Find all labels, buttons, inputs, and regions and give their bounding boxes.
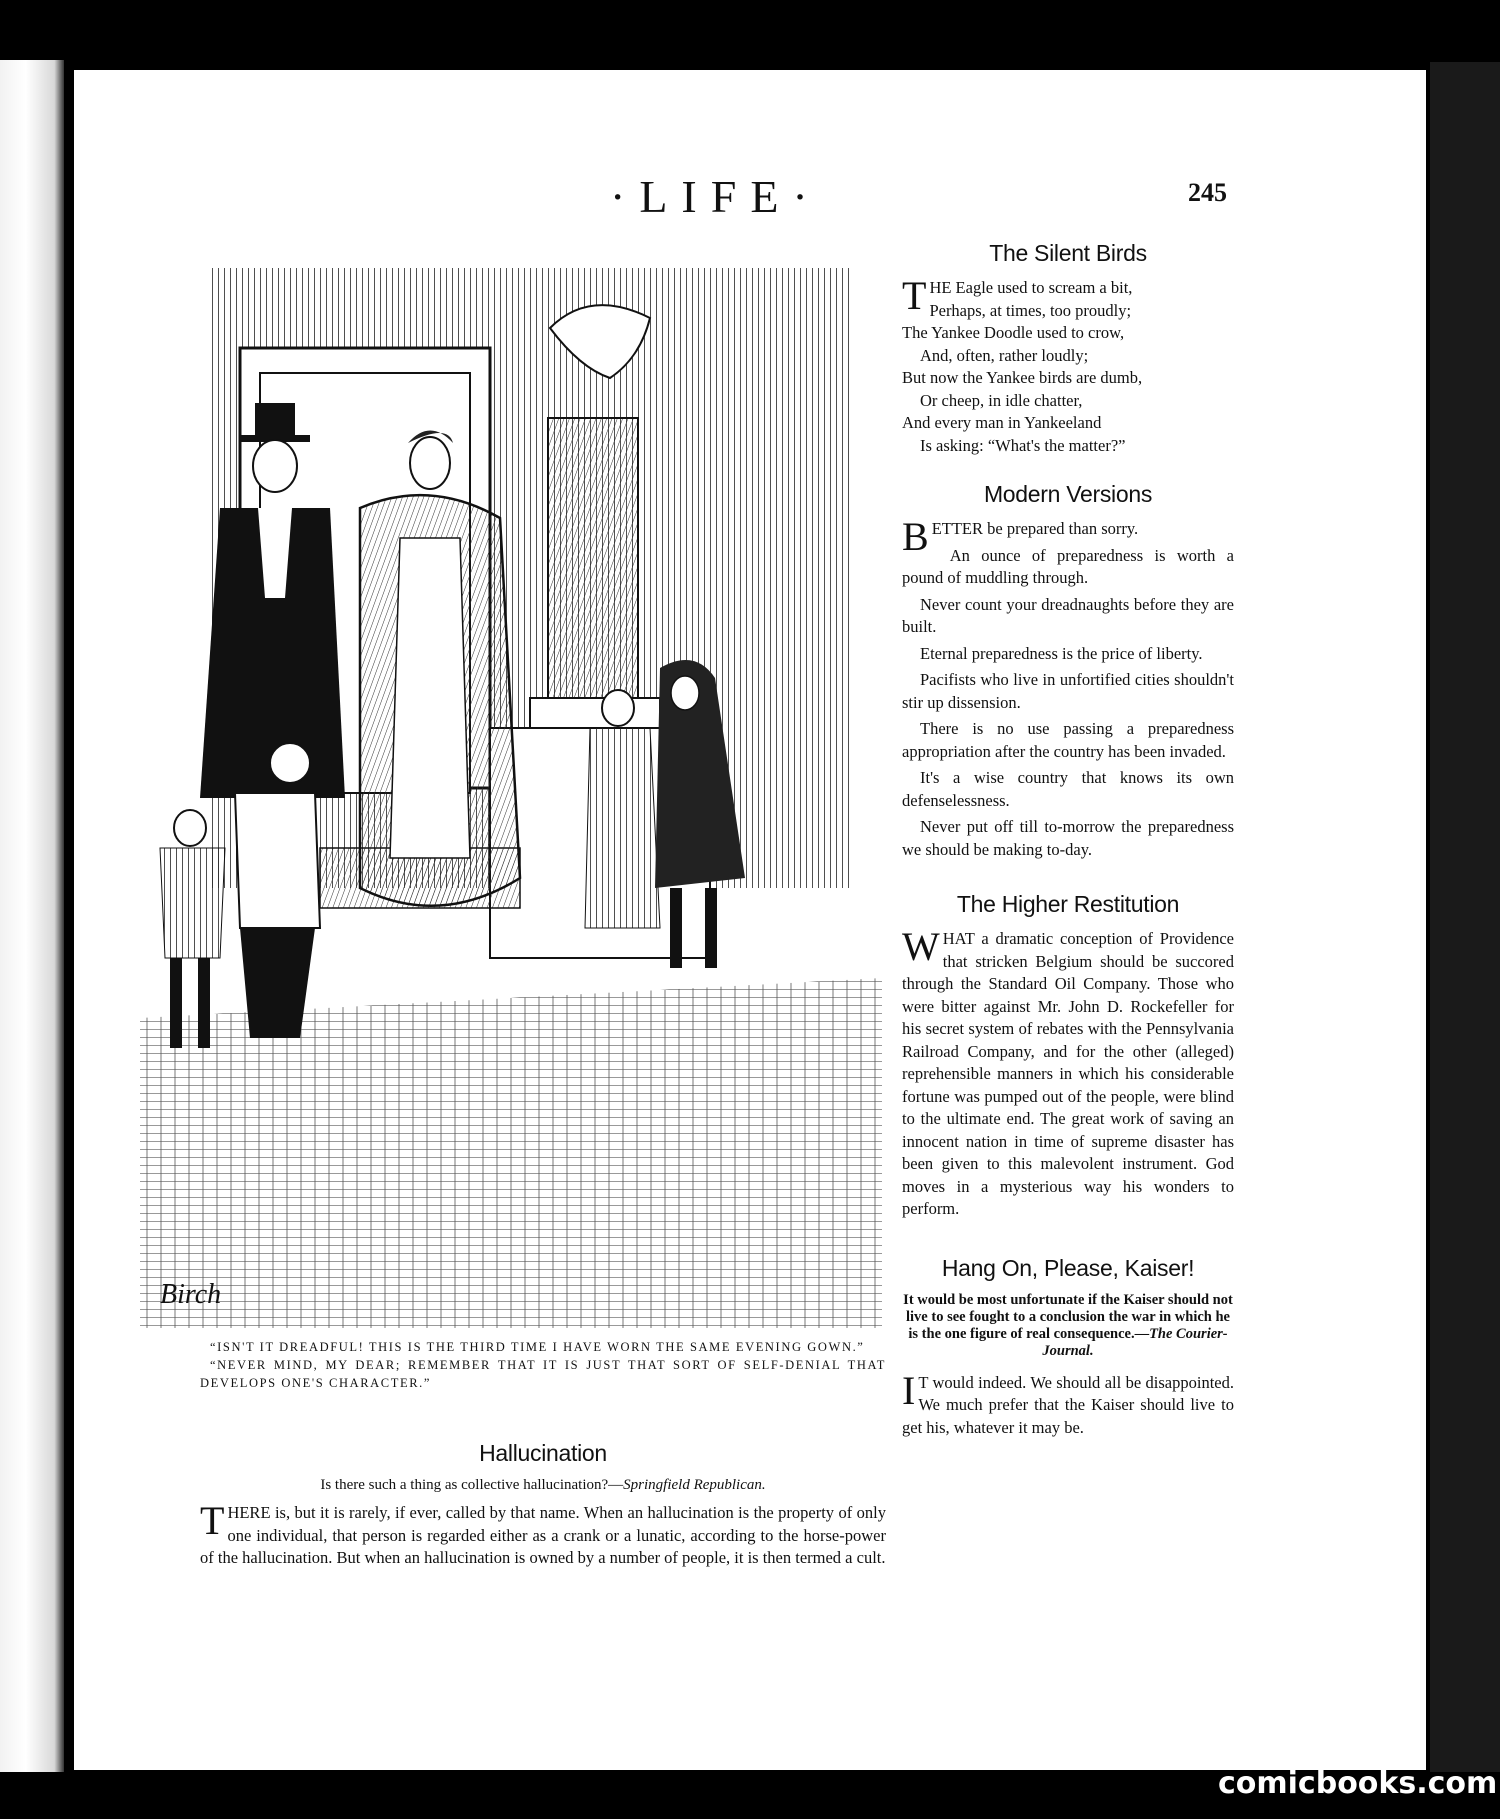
poem-line: And, often, rather loudly; [920, 345, 1089, 365]
modern-versions-paragraph: There is no use passing a preparedness appropriation after the country has been invaded. [902, 719, 1234, 761]
silent-birds-poem [902, 240, 1234, 457]
book-spine [0, 60, 64, 1780]
modern-versions-article [902, 481, 1234, 861]
poem-line: And every man in Yankeeland [902, 413, 1102, 432]
poem-line: HE Eagle used to scream a bit, [929, 278, 1133, 297]
silent-birds-title: The Silent Birds [989, 240, 1147, 266]
poem-line: The Yankee Doodle used to crow, [902, 323, 1125, 342]
scan-border-top [0, 0, 1500, 62]
modern-versions-paragraph: Never count your dreadnaughts before they are built. [902, 594, 1234, 636]
drop-cap: I [902, 1367, 916, 1413]
modern-versions-paragraph: Eternal preparedness is the price of liberty. [920, 643, 1203, 663]
column [548, 418, 638, 708]
artist-signature: Birch [160, 1279, 222, 1310]
modern-versions-paragraph: Pacifists who live in unfortified cities shouldn't stir up dissension. [902, 670, 1234, 712]
poem-line: But now the Yankee birds are dumb, [902, 368, 1143, 387]
drop-cap: W [902, 924, 940, 969]
hallucination-epigraph: Is there such a thing as collective hallucination?—Springfield Republican. [320, 1477, 766, 1493]
hallucination-body: THERE is, but it is rarely, if ever, called by that name. When an hallucination is the property of only one individual, that person is regarded either as a crank or a lunatic, according to the horse-power of the hallucination. But when an hallucination is owned by a number of people, it is then termed a cult. [200, 1498, 886, 1567]
poem-line: Is asking: “What's the matter?” [920, 435, 1126, 455]
poem-line: Or cheep, in idle chatter, [920, 390, 1083, 410]
scan-border-right [1430, 62, 1500, 1819]
hang-on-kaiser-article [902, 1255, 1234, 1440]
poem-line: Perhaps, at times, too proudly; [929, 300, 1132, 320]
hallucination-title: Hallucination [479, 1440, 607, 1466]
site-watermark: comicbooks.com [1218, 1766, 1498, 1801]
cartoon-caption [200, 1338, 886, 1392]
higher-restitution-body: WHAT a dramatic conception of Providence that stricken Belgium should be succored through the Standard Oil Company. Those who were bitter against Mr. John D. Rockefeller for his secret system of rebates with the Pennsylvania Railroad Company, and for the other (alleged) reprehensible manners in which his considerable fortune was pumped out of the people, were blind to the ultimate end. The great work of saving an innocent nation in time of supreme disaster has been given to this malevolent instrument. God moves in a mysterious way his wonders to perform. [902, 924, 1234, 1218]
epigraph-source: Springfield Republican. [623, 1477, 766, 1493]
modern-versions-paragraph: An ounce of preparedness is worth a pound of muddling through. [902, 545, 1234, 587]
caption-line-1: “ISN'T IT DREADFUL! THIS IS THE THIRD TIME I HAVE WORN THE SAME EVENING GOWN.” [210, 1340, 865, 1354]
higher-restitution-article [902, 891, 1234, 1221]
hang-on-kaiser-title: Hang On, Please, Kaiser! [941, 1254, 1195, 1281]
hallucination-article [200, 1440, 886, 1574]
caption-line-2: “NEVER MIND, MY DEAR; REMEMBER THAT IT IS JUST THAT SORT OF SELF-DENIAL THAT DEVELOPS ONE'S CHARACTER.” [200, 1358, 886, 1390]
page-number: 245 [1188, 178, 1227, 207]
epigraph-source: The Courier-Journal. [1042, 1325, 1228, 1359]
modern-versions-lead: BETTER be prepared than sorry. [902, 514, 1139, 559]
drop-cap: B [902, 514, 929, 559]
right-column [902, 240, 1234, 1443]
magazine-title: ·LIFE· [610, 171, 822, 222]
hang-on-epigraph: It would be most unfortunate if the Kaiser should not live to see fought to a conclusion the war in which he is the one figure of real consequence.—The Courier-Journal. [903, 1291, 1233, 1359]
cartoon-illustration [140, 238, 882, 1328]
drop-cap: T [200, 1498, 225, 1543]
higher-restitution-title: The Higher Restitution [956, 891, 1180, 917]
drop-cap: T [902, 273, 927, 318]
modern-versions-paragraph: Never put off till to-morrow the preparedness we should be making to-day. [902, 817, 1234, 859]
modern-versions-title: Modern Versions [983, 481, 1153, 507]
modern-versions-paragraph: It's a wise country that knows its own defenselessness. [902, 768, 1234, 810]
hang-on-body: I T would indeed. We should all be disappointed. We much prefer that the Kaiser should live to get his, whatever it may be. [902, 1367, 1234, 1437]
